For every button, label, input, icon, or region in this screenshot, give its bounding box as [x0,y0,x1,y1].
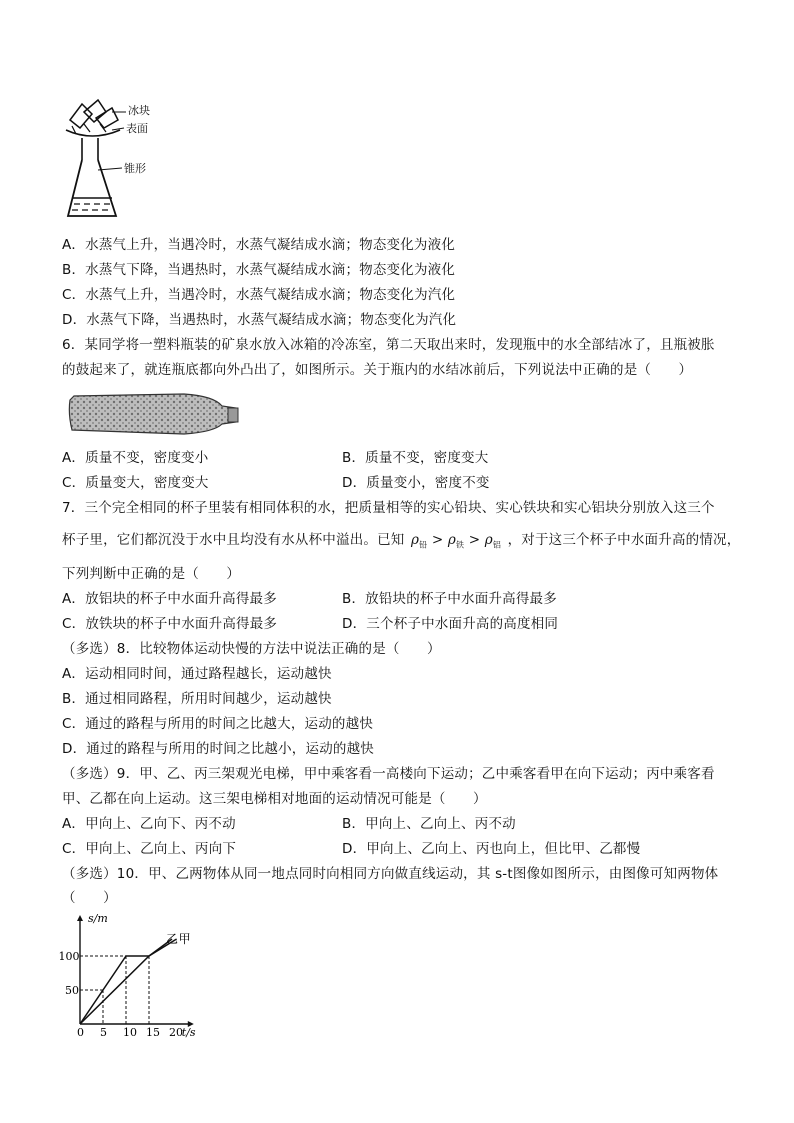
series-label-0: 乙 [166,932,179,946]
label-ice: 冰块 [128,104,150,117]
x-tick-label: 10 [123,1026,137,1039]
q8-option-a: A．运动相同时间，通过路程越长，运动越快 [62,666,332,682]
q7-stem-line2 [62,530,740,556]
q6-option-b: B．质量不变，密度变大 [342,450,489,466]
q9-option-c: C．甲向上、乙向上、丙向下 [62,841,237,857]
q5-option-b: B．水蒸气下降，当遇热时，水蒸气凝结成水滴；物态变化为液化 [62,262,456,278]
st-graph-svg [58,912,202,1039]
series-label-1: 甲 [178,932,191,946]
q8-option-d: D．通过的路程与所用的时间之比越小，运动的越快 [62,741,374,757]
q7-option-d: D．三个杯子中水面升高的高度相同 [342,616,559,632]
q8-stem: （多选）8．比较物体运动快慢的方法中说法正确的是（ ） [62,641,441,657]
q5-option-a: A．水蒸气上升，当遇冷时，水蒸气凝结成水滴；物态变化为液化 [62,237,456,253]
q5-option-d: D．水蒸气下降，当遇热时，水蒸气凝结成水滴；物态变化为汽化 [62,312,457,328]
q7-stem-line3: 下列判断中正确的是（ ） [62,566,241,582]
q7-stem-2b: ，对于这三个杯子中水面升高的情况， [507,532,741,548]
flask-figure [62,98,202,222]
x-tick-label: 0 [77,1026,84,1039]
q6-option-d: D．质量变小，密度不变 [342,475,490,491]
q6-stem-line1: 6．某同学将一塑料瓶装的矿泉水放入冰箱的冷冻室，第二天取出来时，发现瓶中的水全部结冰了，且瓶被胀 [62,337,715,353]
q9-option-a: A．甲向上、乙向下、丙不动 [62,816,236,832]
q9-stem-line2: 甲、乙都在向上运动。这三架电梯相对地面的运动情况可能是（ ） [62,791,487,807]
label-plate: 表面 [126,122,148,135]
x-tick-label: 5 [100,1026,107,1039]
y-tick-label: 50 [65,984,79,997]
frozen-bottle-figure [64,388,240,440]
q9-option-b: B．甲向上、乙向上、丙不动 [342,816,516,832]
q7-stem-2a: 杯子里，它们都沉没于水中且均没有水从杯中溢出。已知 [62,532,405,548]
x-tick-label: 20 [169,1026,183,1039]
x-axis-label: t/s [181,1026,196,1039]
y-axis-label: s/m [88,912,108,925]
q7-stem-line1: 7．三个完全相同的杯子里装有相同体积的水，把质量相等的实心铅块、实心铁块和实心铝块分别放入这三个 [62,500,715,516]
q8-option-b: B．通过相同路程，所用时间越少，运动越快 [62,691,332,707]
y-axis-arrow [77,915,83,921]
label-flask: 锥形 [124,162,146,175]
q10-stem-line2: （ ） [62,890,117,906]
q6-option-a: A．质量不变，密度变小 [62,450,209,466]
q9-option-d: D．甲向上、乙向上、丙也向上，但比甲、乙都慢 [342,841,641,857]
q5-option-c: C．水蒸气上升，当遇冷时，水蒸气凝结成水滴；物态变化为汽化 [62,287,456,303]
x-tick-label: 15 [146,1026,160,1039]
density-inequality: $\rho_铅 > \rho_铁 > \rho_铝$ [411,532,502,550]
q9-stem-line1: （多选）9．甲、乙、丙三架观光电梯，甲中乘客看一高楼向下运动；乙中乘客看甲在向下运动；丙中乘客看 [62,766,715,782]
q6-stem-line2: 的鼓起来了，就连瓶底都向外凸出了，如图所示。关于瓶内的水结冰前后，下列说法中正确的是（ ） [62,362,693,378]
st-graph [58,912,202,1039]
q8-option-c: C．通过的路程与所用的时间之比越大，运动的越快 [62,716,374,732]
q7-option-a: A．放铝块的杯子中水面升高得最多 [62,591,277,607]
q10-stem-line1: （多选）10．甲、乙两物体从同一地点同时向相同方向做直线运动，其 s-t图像如图所示，由图像可知两物体 [62,866,719,882]
q6-option-c: C．质量变大，密度变大 [62,475,209,491]
q7-option-b: B．放铅块的杯子中水面升高得最多 [342,591,557,607]
q7-option-c: C．放铁块的杯子中水面升高得最多 [62,616,278,632]
y-tick-label: 100 [58,950,80,963]
series-line-1 [80,939,177,1024]
